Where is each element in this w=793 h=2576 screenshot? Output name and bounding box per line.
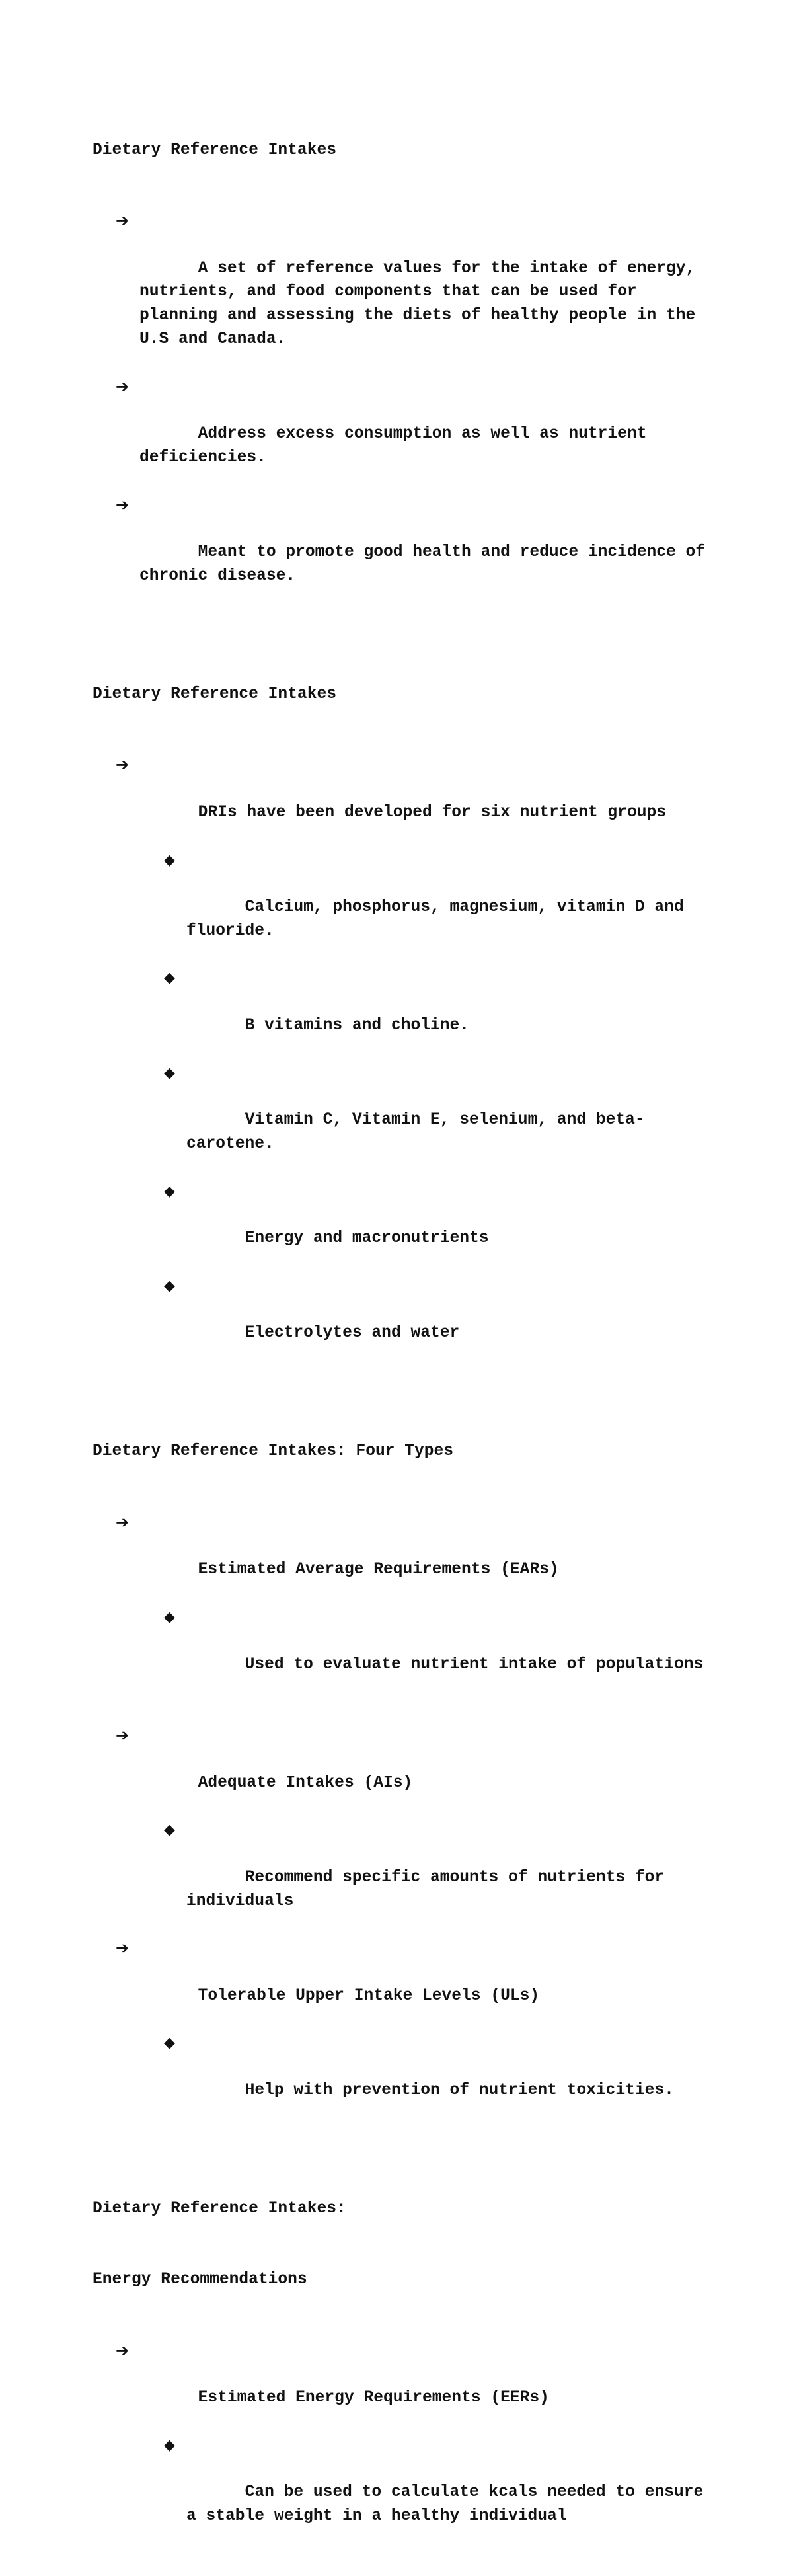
list-subitem [164, 2434, 713, 2552]
section-dri-overview [93, 91, 753, 612]
list-subitem [164, 1818, 708, 1937]
heading-line: Energy Recommendations [93, 2271, 307, 2289]
arrow-bullet-icon: ➔ [116, 1939, 130, 1958]
arrow-bullet-icon: ➔ [116, 377, 130, 396]
diamond-bullet-icon: ◆ [164, 1609, 175, 1625]
section-energy-recommendations [93, 2150, 753, 2552]
section-nutrient-groups [93, 635, 753, 1369]
list-item [116, 754, 708, 848]
list-subitem [164, 1606, 708, 1700]
list-item [116, 1724, 708, 1818]
diamond-bullet-icon: ◆ [164, 970, 175, 987]
list-subitem-text: Help with prevention of nutrient toxicities. [245, 2081, 674, 2099]
list-item-text: Tolerable Upper Intake Levels (ULs) [198, 1986, 540, 2005]
list-subitem-text: Used to evaluate nutrient intake of populations [245, 1655, 704, 1674]
arrow-bullet-icon: ➔ [116, 1725, 130, 1744]
list-item-text: Estimated Energy Requirements (EERs) [198, 2389, 549, 2407]
section-heading [93, 91, 753, 210]
list-item [116, 494, 715, 612]
section-heading [93, 2150, 753, 2339]
list-item-text: DRIs have been developed for six nutrient groups [198, 803, 666, 822]
diamond-bullet-icon: ◆ [164, 1183, 175, 1200]
list-subitem [164, 849, 708, 967]
list-subitem [164, 1062, 708, 1180]
arrow-bullet-icon: ➔ [116, 756, 130, 775]
list-item [116, 1511, 708, 1606]
list-item-text: Adequate Intakes (AIs) [198, 1774, 413, 1792]
diamond-bullet-icon: ◆ [164, 1064, 175, 1081]
list-item-text: Address excess consumption as well as nutrient deficiencies. [139, 425, 657, 467]
list-subitem-text: Energy and macronutrients [245, 1229, 489, 1248]
list-item [116, 1937, 708, 2031]
diamond-bullet-icon: ◆ [164, 2437, 175, 2454]
arrow-bullet-icon: ➔ [116, 1512, 130, 1532]
list-subitem-text: B vitamins and choline. [245, 1017, 470, 1035]
section-four-types [93, 1393, 753, 2127]
arrow-bullet-icon: ➔ [116, 495, 130, 514]
diamond-bullet-icon: ◆ [164, 851, 175, 869]
list-subitem [164, 966, 708, 1061]
list-item [116, 375, 708, 494]
list-item [116, 210, 708, 375]
list-item-text: A set of reference values for the intake of energy, nutrients, and food components that can be used for planning and assessing the diets of healthy people in the U.S and Canada. [139, 259, 706, 348]
list-subitem-text: Vitamin C, Vitamin E, selenium, and beta-carotene. [186, 1111, 645, 1153]
document-page [93, 91, 753, 2576]
list-subitem [164, 1180, 708, 1274]
diamond-bullet-icon: ◆ [164, 1822, 175, 1839]
heading-line: Dietary Reference Intakes: [93, 2199, 346, 2218]
list-subitem-text: Calcium, phosphorus, magnesium, vitamin D and fluoride. [186, 898, 694, 940]
section-heading [93, 1393, 753, 1511]
list-item-text: Estimated Average Requirements (EARs) [198, 1561, 559, 1579]
list-subitem [164, 2031, 708, 2126]
arrow-bullet-icon: ➔ [116, 211, 130, 230]
list-subitem-text: Can be used to calculate kcals needed to ensure a stable weight in a healthy individual [186, 2483, 713, 2526]
diamond-bullet-icon: ◆ [164, 2035, 175, 2052]
list-subitem [164, 1274, 708, 1369]
list-subitem-text: Electrolytes and water [245, 1324, 460, 1343]
heading-line: Dietary Reference Intakes [93, 141, 336, 159]
list-subitem-text: Recommend specific amounts of nutrients for individuals [186, 1868, 674, 1910]
diamond-bullet-icon: ◆ [164, 1277, 175, 1294]
section-heading [93, 635, 753, 754]
list-item-text: Meant to promote good health and reduce incidence of chronic disease. [139, 543, 715, 585]
heading-line: Dietary Reference Intakes [93, 685, 336, 703]
heading-line: Dietary Reference Intakes: Four Types [93, 1442, 454, 1461]
list-item [116, 2339, 708, 2434]
arrow-bullet-icon: ➔ [116, 2341, 130, 2360]
